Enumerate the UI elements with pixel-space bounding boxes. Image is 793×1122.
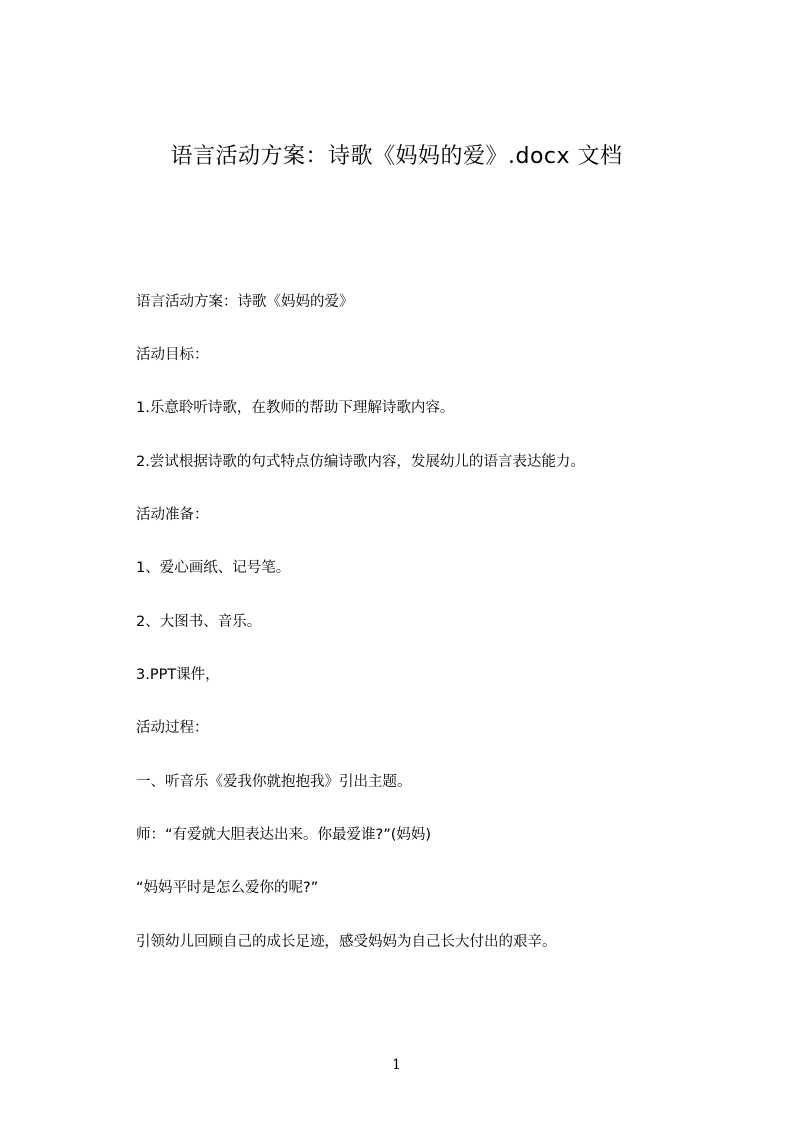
paragraph-prep-label: 活动准备：	[136, 507, 209, 523]
paragraph-question: “妈妈平时是怎么爱你的呢?”	[136, 880, 319, 896]
paragraph-prep-2: 2、大图书、音乐。	[136, 614, 262, 630]
paragraph-process-label: 活动过程：	[136, 720, 209, 736]
paragraph-goal-2: 2.尝试根据诗歌的句式特点仿编诗歌内容，发展幼儿的语言表达能力。	[136, 454, 585, 470]
paragraph-goals-label: 活动目标：	[136, 347, 209, 363]
paragraph-heading: 语言活动方案：诗歌《妈妈的爱》	[136, 294, 354, 310]
paragraph-teacher-line: 师：“有爱就大胆表达出来。你最爱谁?”(妈妈)	[136, 827, 432, 843]
paragraph-step-1: 一、听音乐《爱我你就抱抱我》引出主题。	[136, 774, 412, 790]
page-number: 1	[392, 1057, 401, 1073]
paragraph-goal-1: 1.乐意聆听诗歌，在教师的帮助下理解诗歌内容。	[136, 400, 455, 416]
document-title: 语言活动方案：诗歌《妈妈的爱》.docx 文档	[170, 144, 623, 169]
paragraph-prep-3: 3.PPT课件，	[136, 667, 220, 683]
paragraph-guidance: 引领幼儿回顾自己的成长足迹，感受妈妈为自己长大付出的艰辛。	[136, 934, 557, 950]
paragraph-prep-1: 1、爱心画纸、记号笔。	[136, 560, 291, 576]
